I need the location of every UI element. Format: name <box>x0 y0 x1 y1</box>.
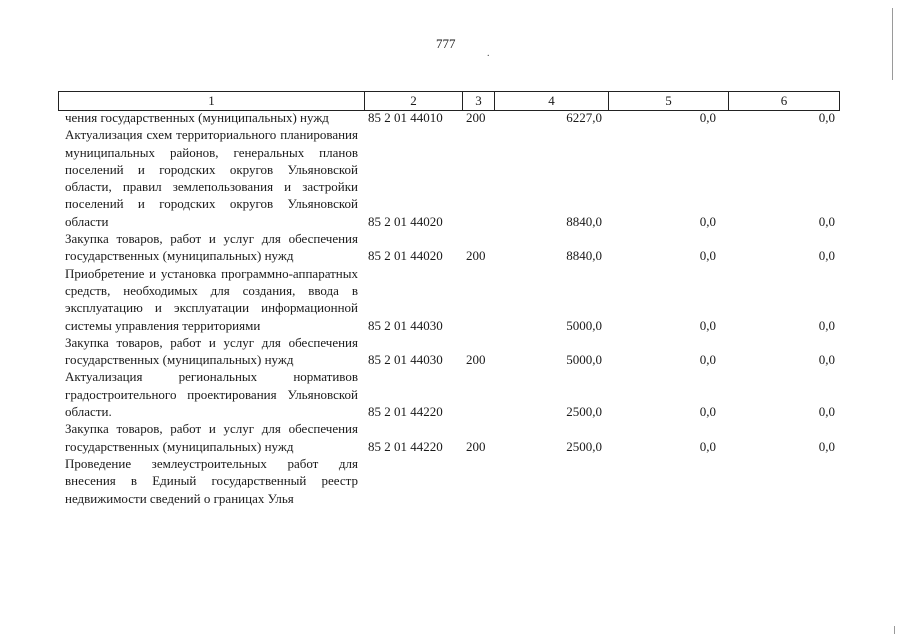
row-values <box>0 351 905 368</box>
row-amount-col4: 8840,0 <box>566 213 602 229</box>
table-row <box>0 109 905 126</box>
row-description: Проведение землеустроительных работ для внесения в Единый государственный реестр недвижимости сведений о границах Улья <box>65 455 358 506</box>
row-expense-type: 200 <box>466 438 486 454</box>
row-code: 85 2 01 44030 <box>368 352 443 368</box>
row-amount-col5: 0,0 <box>699 352 716 368</box>
row-amount-col6: 0,0 <box>818 404 835 420</box>
row-code: 85 2 01 44010 <box>368 110 443 125</box>
table-row <box>0 230 905 265</box>
row-description: Актуализация схем территориального планирования муниципальных районов, генеральных планов поселений и городских округов Ульяновской области, правил землепользования и застройки поселений и городских округов Ульяновской области <box>65 127 358 229</box>
table-row <box>0 455 905 507</box>
table-row <box>0 126 905 230</box>
row-code: 85 2 01 44030 <box>368 317 443 333</box>
row-values <box>0 317 905 334</box>
scan-edge-mark <box>894 626 901 634</box>
row-values <box>0 109 905 126</box>
table-row <box>0 265 905 334</box>
scan-artifact: . <box>487 48 490 59</box>
row-description: Актуализация региональных нормативов градостроительного проектирования Ульяновской области. <box>65 369 358 420</box>
row-amount-col4: 2500,0 <box>566 404 602 420</box>
column-header-1: 1 <box>58 92 364 110</box>
row-code: 85 2 01 44220 <box>368 438 443 454</box>
row-amount-col4: 6227,0 <box>566 110 602 125</box>
row-amount-col4: 5000,0 <box>566 352 602 368</box>
row-amount-col5: 0,0 <box>699 213 716 229</box>
row-expense-type: 200 <box>466 110 486 125</box>
column-header-4: 4 <box>494 92 608 110</box>
row-expense-type: 200 <box>466 248 486 264</box>
column-header-2: 2 <box>364 92 462 110</box>
table-row <box>0 420 905 455</box>
row-amount-col6: 0,0 <box>818 213 835 229</box>
row-amount-col6: 0,0 <box>818 352 835 368</box>
column-header-6: 6 <box>728 92 840 110</box>
row-values <box>0 438 905 455</box>
row-amount-col6: 0,0 <box>818 110 835 125</box>
row-amount-col5: 0,0 <box>699 404 716 420</box>
row-code: 85 2 01 44020 <box>368 213 443 229</box>
row-amount-col4: 8840,0 <box>566 248 602 264</box>
table-body <box>0 109 905 507</box>
row-description: Закупка товаров, работ и услуг для обеспечения государственных (муниципальных) нужд <box>65 334 358 368</box>
row-description: Приобретение и установка программно-аппаратных средств, необходимых для создания, ввода в эксплуатацию и эксплуатации информационной системы управления территориями <box>65 265 358 333</box>
row-code: 85 2 01 44220 <box>368 404 443 420</box>
column-header-3: 3 <box>462 92 494 110</box>
row-amount-col5: 0,0 <box>699 317 716 333</box>
row-amount-col4: 5000,0 <box>566 317 602 333</box>
row-amount-col5: 0,0 <box>699 110 716 125</box>
table-row <box>0 334 905 369</box>
row-values <box>0 403 905 420</box>
row-values <box>0 213 905 230</box>
row-amount-col6: 0,0 <box>818 317 835 333</box>
row-amount-col4: 2500,0 <box>566 438 602 454</box>
table-row <box>0 368 905 420</box>
row-amount-col5: 0,0 <box>699 438 716 454</box>
row-description: Закупка товаров, работ и услуг для обеспечения государственных (муниципальных) нужд <box>65 421 358 454</box>
column-header-5: 5 <box>608 92 728 110</box>
row-amount-col6: 0,0 <box>818 248 835 264</box>
row-description: Закупка товаров, работ и услуг для обеспечения государственных (муниципальных) нужд <box>65 231 358 264</box>
page-number: 777 <box>436 36 456 51</box>
scan-edge-line <box>892 8 893 80</box>
row-amount-col6: 0,0 <box>818 438 835 454</box>
row-code: 85 2 01 44020 <box>368 248 443 264</box>
row-amount-col5: 0,0 <box>699 248 716 264</box>
row-values <box>0 247 905 264</box>
table-header <box>58 91 840 111</box>
row-description: чения государственных (муниципальных) нужд <box>65 110 329 125</box>
row-expense-type: 200 <box>466 352 486 368</box>
